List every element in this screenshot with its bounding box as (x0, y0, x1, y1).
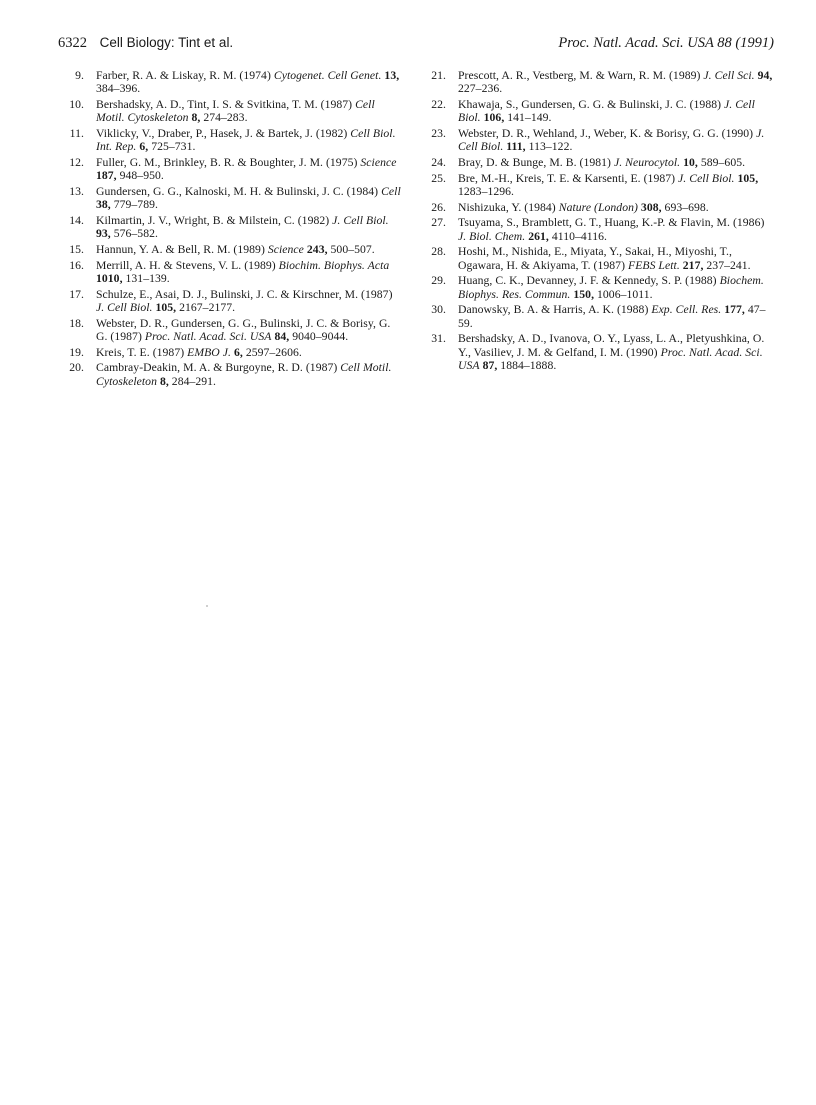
reference-authors: Fuller, G. M., Brinkley, B. R. & Boughter, J. M. (1975) (96, 156, 361, 169)
reference-volume: 13, (384, 69, 400, 82)
header-left (58, 35, 233, 52)
reference-item (58, 214, 402, 241)
reference-volume: 243, (306, 243, 328, 256)
reference-item (58, 127, 402, 154)
scan-speck (206, 605, 208, 607)
reference-volume: 8, (159, 374, 169, 388)
reference-authors: Hannun, Y. A. & Bell, R. M. (1989) (96, 243, 268, 256)
reference-journal: Nature (London) (558, 200, 638, 214)
reference-journal: J. Cell Biol. (458, 98, 755, 125)
reference-volume: 261, (528, 229, 549, 243)
reference-pages: 725–731. (148, 140, 196, 154)
reference-pages: 131–139. (122, 272, 170, 285)
reference-pages: 274–283. (200, 111, 248, 125)
reference-volume: 177, (724, 303, 745, 317)
reference-volume: 106, (483, 111, 505, 125)
reference-number: 19. (69, 345, 84, 359)
reference-item (420, 332, 774, 372)
reference-pages: 4110–4116. (548, 229, 608, 243)
reference-number: 24. (431, 156, 446, 169)
reference-item (420, 245, 774, 272)
reference-journal: J. Cell Biol. (458, 127, 765, 154)
reference-pages: 2167–2177. (176, 301, 236, 314)
reference-authors: Viklicky, V., Draber, P., Hasek, J. & Bartek, J. (1982) (96, 127, 351, 140)
reference-volume: 111, (506, 140, 526, 154)
reference-item (420, 274, 774, 301)
reference-item (58, 185, 402, 212)
reference-number: 16. (69, 258, 84, 272)
reference-item (58, 69, 402, 96)
reference-pages: 1283–1296. (458, 185, 515, 198)
reference-item (58, 98, 402, 125)
reference-volume: 38, (96, 198, 111, 212)
reference-number: 12. (69, 156, 84, 169)
reference-authors: Hoshi, M., Nishida, E., Miyata, Y., Sakai, H., Miyoshi, T., Ogawara, H. & Akiyama, T. (1987) (458, 245, 732, 272)
reference-pages: 9040–9044. (289, 330, 349, 343)
reference-journal: Biochim. Biophys. Acta (278, 258, 390, 272)
reference-journal: Science (360, 156, 397, 169)
reference-journal: Science (267, 243, 304, 256)
reference-volume: 187, (96, 169, 117, 183)
reference-pages: 693–698. (661, 200, 709, 214)
reference-journal: EMBO J. (187, 345, 231, 359)
reference-authors: Tsuyama, S., Bramblett, G. T., Huang, K.-P. & Flavin, M. (1986) (458, 216, 765, 230)
reference-authors: Merrill, A. H. & Stevens, V. L. (1989) (96, 258, 279, 272)
reference-volume: 87, (482, 359, 498, 372)
reference-item (420, 127, 774, 154)
reference-item (58, 288, 402, 315)
reference-pages: 500–507. (327, 243, 375, 256)
reference-journal: FEBS Lett. (628, 258, 680, 272)
reference-authors: Kilmartin, J. V., Wright, B. & Milstein, C. (1982) (96, 214, 333, 227)
reference-item (420, 98, 774, 125)
running-title: Cell Biology: Tint et al. (99, 35, 234, 50)
reference-item (58, 346, 402, 359)
reference-volume: 105, (737, 171, 759, 185)
reference-authors: Danowsky, B. A. & Harris, A. K. (1988) (458, 303, 652, 317)
reference-authors: Webster, D. R., Gundersen, G. G., Bulinski, J. C. & Borisy, G. G. (1987) (96, 316, 391, 343)
reference-pages: 237–241. (703, 258, 751, 272)
references-right-column (420, 69, 774, 375)
page-number: 6322 (58, 35, 87, 51)
reference-number: 14. (69, 214, 84, 227)
reference-volume: 217, (682, 258, 704, 272)
reference-journal: J. Neurocytol. (613, 156, 681, 169)
reference-number: 18. (69, 316, 84, 330)
reference-pages: 284–291. (168, 374, 217, 388)
reference-journal: J. Cell Sci. (703, 69, 755, 82)
reference-item (58, 156, 402, 183)
reference-authors: Bershadsky, A. D., Ivanova, O. Y., Lyass, L. A., Pletyushkina, O. Y., Vasiliev, J. M. & Gelfand, I. M. (1990) (458, 332, 765, 359)
reference-journal: J. Biol. Chem. (458, 229, 526, 243)
reference-journal: Proc. Natl. Acad. Sci. USA (458, 345, 763, 372)
reference-authors: Schulze, E., Asai, D. J., Bulinski, J. C. & Kirschner, M. (1987) (96, 287, 393, 301)
reference-number: 13. (69, 185, 84, 198)
reference-pages: 948–950. (116, 169, 164, 183)
reference-pages: 47–59. (458, 303, 766, 330)
reference-item (58, 317, 402, 344)
reference-journal: Cytogenet. Cell Genet. (273, 69, 382, 82)
reference-volume: 93, (96, 227, 111, 241)
reference-authors: Kreis, T. E. (1987) (96, 345, 188, 359)
reference-number: 17. (69, 287, 84, 301)
reference-number: 31. (431, 332, 446, 346)
reference-number: 27. (431, 216, 446, 230)
reference-number: 11. (69, 127, 84, 140)
reference-pages: 779–789. (110, 198, 158, 212)
reference-number: 30. (431, 303, 446, 317)
reference-pages: 1884–1888. (497, 359, 557, 372)
reference-item (420, 216, 774, 243)
reference-volume: 10, (683, 156, 698, 169)
reference-number: 21. (431, 69, 446, 82)
journal-citation: Proc. Natl. Acad. Sci. USA 88 (1991) (558, 35, 774, 51)
reference-journal: J. Cell Biol. (332, 214, 389, 227)
reference-journal: J. Cell Biol. (96, 301, 153, 314)
reference-item (420, 156, 774, 169)
reference-journal: Exp. Cell. Res. (651, 303, 722, 317)
reference-volume: 1010, (96, 272, 123, 285)
reference-authors: Bershadsky, A. D., Tint, I. S. & Svitkina, T. M. (1987) (96, 98, 356, 111)
reference-number: 9. (75, 69, 84, 82)
reference-volume: 150, (573, 287, 595, 301)
reference-volume: 84, (274, 330, 290, 343)
reference-authors: Bre, M.-H., Kreis, T. E. & Karsenti, E. (1987) (458, 171, 679, 185)
reference-number: 22. (431, 98, 446, 111)
reference-number: 10. (69, 98, 84, 111)
reference-authors: Bray, D. & Bunge, M. B. (1981) (458, 156, 614, 169)
reference-authors: Farber, R. A. & Liskay, R. M. (1974) (96, 69, 274, 82)
reference-number: 28. (431, 245, 446, 259)
reference-item (58, 259, 402, 286)
reference-authors: Khawaja, S., Gundersen, G. G. & Bulinski, J. C. (1988) (458, 98, 725, 111)
reference-journal: Biochem. Biophys. Res. Commun. (458, 274, 764, 301)
reference-authors: Webster, D. R., Wehland, J., Weber, K. & Borisy, G. G. (1990) (458, 127, 757, 140)
reference-pages: 384–396. (96, 82, 141, 96)
page-header (58, 35, 774, 57)
reference-journal: Proc. Natl. Acad. Sci. USA (144, 330, 272, 343)
reference-volume: 6, (139, 140, 149, 154)
reference-pages: 227–236. (458, 82, 503, 96)
reference-authors: Gundersen, G. G., Kalnoski, M. H. & Bulinski, J. C. (1984) (96, 185, 382, 198)
reference-volume: 6, (233, 345, 243, 359)
reference-volume: 308, (640, 200, 662, 214)
reference-pages: 576–582. (110, 227, 158, 241)
reference-item (420, 172, 774, 199)
reference-number: 20. (69, 361, 84, 375)
references-left-column (58, 69, 402, 390)
reference-journal: Cell Motil. Cytoskeleton (96, 361, 392, 388)
reference-journal: J. Cell Biol. (678, 171, 735, 185)
reference-item (58, 243, 402, 256)
reference-pages: 113–122. (525, 140, 573, 154)
reference-pages: 2597–2606. (242, 345, 302, 359)
reference-item (420, 201, 774, 214)
reference-number: 26. (431, 200, 446, 214)
reference-number: 25. (431, 171, 446, 185)
reference-journal: Cell Biol. Int. Rep. (96, 127, 396, 154)
reference-number: 29. (431, 274, 446, 288)
reference-authors: Cambray-Deakin, M. A. & Burgoyne, R. D. (1987) (96, 361, 341, 375)
reference-journal: Cell (381, 185, 401, 198)
reference-pages: 1006–1011. (594, 287, 653, 301)
reference-volume: 105, (155, 301, 177, 314)
reference-item (420, 303, 774, 330)
reference-volume: 94, (757, 69, 773, 82)
reference-pages: 589–605. (697, 156, 746, 169)
reference-authors: Huang, C. K., Devanney, J. F. & Kennedy, S. P. (1988) (458, 274, 720, 288)
reference-item (420, 69, 774, 96)
reference-pages: 141–149. (504, 111, 552, 125)
reference-number: 23. (431, 127, 446, 140)
reference-item (58, 361, 402, 388)
reference-journal: Cell Motil. Cytoskeleton (96, 98, 375, 125)
reference-volume: 8, (191, 111, 201, 125)
reference-number: 15. (69, 243, 84, 256)
reference-authors: Nishizuka, Y. (1984) (458, 200, 559, 214)
reference-authors: Prescott, A. R., Vestberg, M. & Warn, R. M. (1989) (458, 69, 704, 82)
